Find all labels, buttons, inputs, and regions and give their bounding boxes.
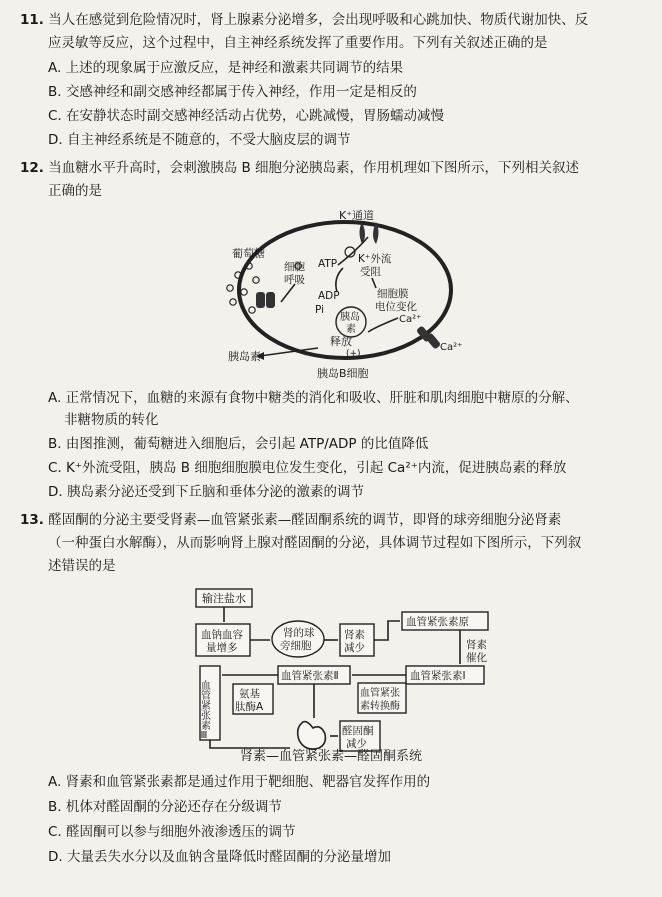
q11-option-a: A. 上述的现象属于应激反应，是神经和激素共同调节的结果 — [48, 60, 404, 76]
k-block-label-1: K⁺外流 — [358, 253, 392, 265]
q13-option-c: C. 醛固酮可以参与细胞外液渗透压的调节 — [48, 824, 296, 840]
q13-option-a: A. 肾素和血管紧张素都是通过作用于靶细胞、靶器官发挥作用的 — [48, 774, 431, 790]
angiotensin-iii-box: 血管紧张素Ⅲ — [198, 680, 210, 741]
renin-catalysis-line1: 肾素 — [466, 639, 487, 651]
q11-stem-line2: 应灵敏等反应，这个过程中，自主神经系统发挥了重要作用。下列有关叙述正确的是 — [48, 35, 548, 51]
q13-stem-line1: 13. 醛固酮的分泌主要受肾素—血管紧张素—醛固酮系统的调节，即肾的球旁细胞分泌肾素 — [20, 512, 562, 528]
q12-option-a: A. 正常情况下，血糖的来源有食物中糖类的消化和吸收、肝脏和肌肉细胞中糖原的分解、 — [48, 390, 579, 406]
q13-number: 13. — [20, 512, 44, 528]
adp-label: ADP — [318, 290, 340, 302]
q12-stem-line2: 正确的是 — [48, 183, 102, 199]
q13-stem-line3: 述错误的是 — [48, 558, 116, 574]
ca-inside-label: Ca²⁺ — [399, 314, 422, 325]
angiotensin-ii-box: 血管紧张素Ⅱ — [281, 670, 339, 682]
raas-caption: 肾素—血管紧张素—醛固酮系统 — [239, 749, 422, 764]
q13-stem-line2: （一种蛋白水解酶），从而影响肾上腺对醛固酮的分泌，具体调节过程如下图所示，下列叙 — [48, 535, 582, 551]
release-label: 释放 — [330, 335, 352, 348]
saline-box: 输注盐水 — [202, 592, 246, 605]
k-channel-label: K⁺通道 — [339, 209, 375, 222]
q11-option-b: B. 交感神经和副交感神经都属于传入神经，作用一定是相反的 — [48, 84, 417, 100]
renin-catalysis-line2: 催化 — [466, 652, 487, 664]
plus-label: (+) — [346, 349, 361, 359]
angiotensinogen-box: 血管紧张素原 — [406, 616, 469, 628]
insulin-label: 胰岛素 — [228, 350, 261, 363]
aldosterone-box-line1: 醛固酮 — [342, 725, 374, 737]
q13-option-d: D. 大量丢失水分以及血钠含量降低时醛固酮的分泌量增加 — [48, 849, 391, 865]
q12-stem-line1: 12. 当血糖水平升高时，会刺激胰岛 B 细胞分泌胰岛素，作用机理如下图所示，下列相关叙述 — [20, 160, 580, 176]
beta-cell-label: 胰岛B细胞 — [317, 367, 369, 380]
vesicle-label-1: 胰岛 — [340, 312, 360, 323]
membrane-label-2: 电位变化 — [375, 301, 417, 313]
q12-number: 12. — [20, 160, 44, 176]
aminopeptidase-line2: 肽酶A — [235, 701, 264, 713]
renin-box-line1: 肾素 — [344, 629, 365, 641]
ca-outside-label: Ca²⁺ — [440, 342, 463, 353]
blood-box-line2: 量增多 — [206, 642, 238, 654]
atp-label: ATP — [318, 258, 338, 270]
k-block-label-2: 受阻 — [360, 266, 381, 278]
aminopeptidase-line1: 氨基 — [239, 688, 260, 700]
pi-label: Pi — [315, 304, 325, 316]
q11-option-c: C. 在安静状态时副交感神经活动占优势，心跳减慢，胃肠蠕动减慢 — [48, 108, 445, 124]
vesicle-label-2: 素 — [346, 324, 356, 335]
q11-stem-line1: 11. 当人在感觉到危险情况时，肾上腺素分泌增多，会出现呼吸和心跳加快、物质代谢加快、反 — [20, 12, 589, 28]
q12-option-b: B. 由图推测，葡萄糖进入细胞后，会引起 ATP/ADP 的比值降低 — [48, 436, 429, 452]
q11-number: 11. — [20, 12, 44, 28]
blood-box-line1: 血钠血容 — [201, 629, 243, 641]
aldosterone-box-line2: 减少 — [346, 738, 367, 750]
angiotensin-i-box: 血管紧张素Ⅰ — [410, 670, 466, 682]
respiration-label-1: 细胞 — [284, 261, 305, 273]
membrane-label-1: 细胞膜 — [377, 288, 409, 300]
q12-option-c: C. K⁺外流受阻，胰岛 B 细胞细胞膜电位发生变化，引起 Ca²⁺内流，促进胰岛素的释放 — [48, 460, 567, 476]
glucose-label: 葡萄糖 — [232, 247, 265, 260]
jg-cell-line1: 肾的球 — [283, 627, 315, 639]
respiration-label-2: 呼吸 — [284, 274, 305, 286]
q12-option-a-cont: 非糖物质的转化 — [64, 412, 159, 428]
ace-box-line2: 素转换酶 — [360, 701, 400, 712]
jg-cell-line2: 旁细胞 — [280, 640, 312, 652]
q11-option-d: D. 自主神经系统是不随意的，不受大脑皮层的调节 — [48, 132, 351, 148]
q13-option-b: B. 机体对醛固酮的分泌还存在分级调节 — [48, 799, 282, 815]
ace-box-line1: 血管紧张 — [360, 688, 400, 699]
q12-option-d: D. 胰岛素分泌还受到下丘脑和垂体分泌的激素的调节 — [48, 484, 364, 500]
renin-box-line2: 减少 — [344, 642, 365, 654]
